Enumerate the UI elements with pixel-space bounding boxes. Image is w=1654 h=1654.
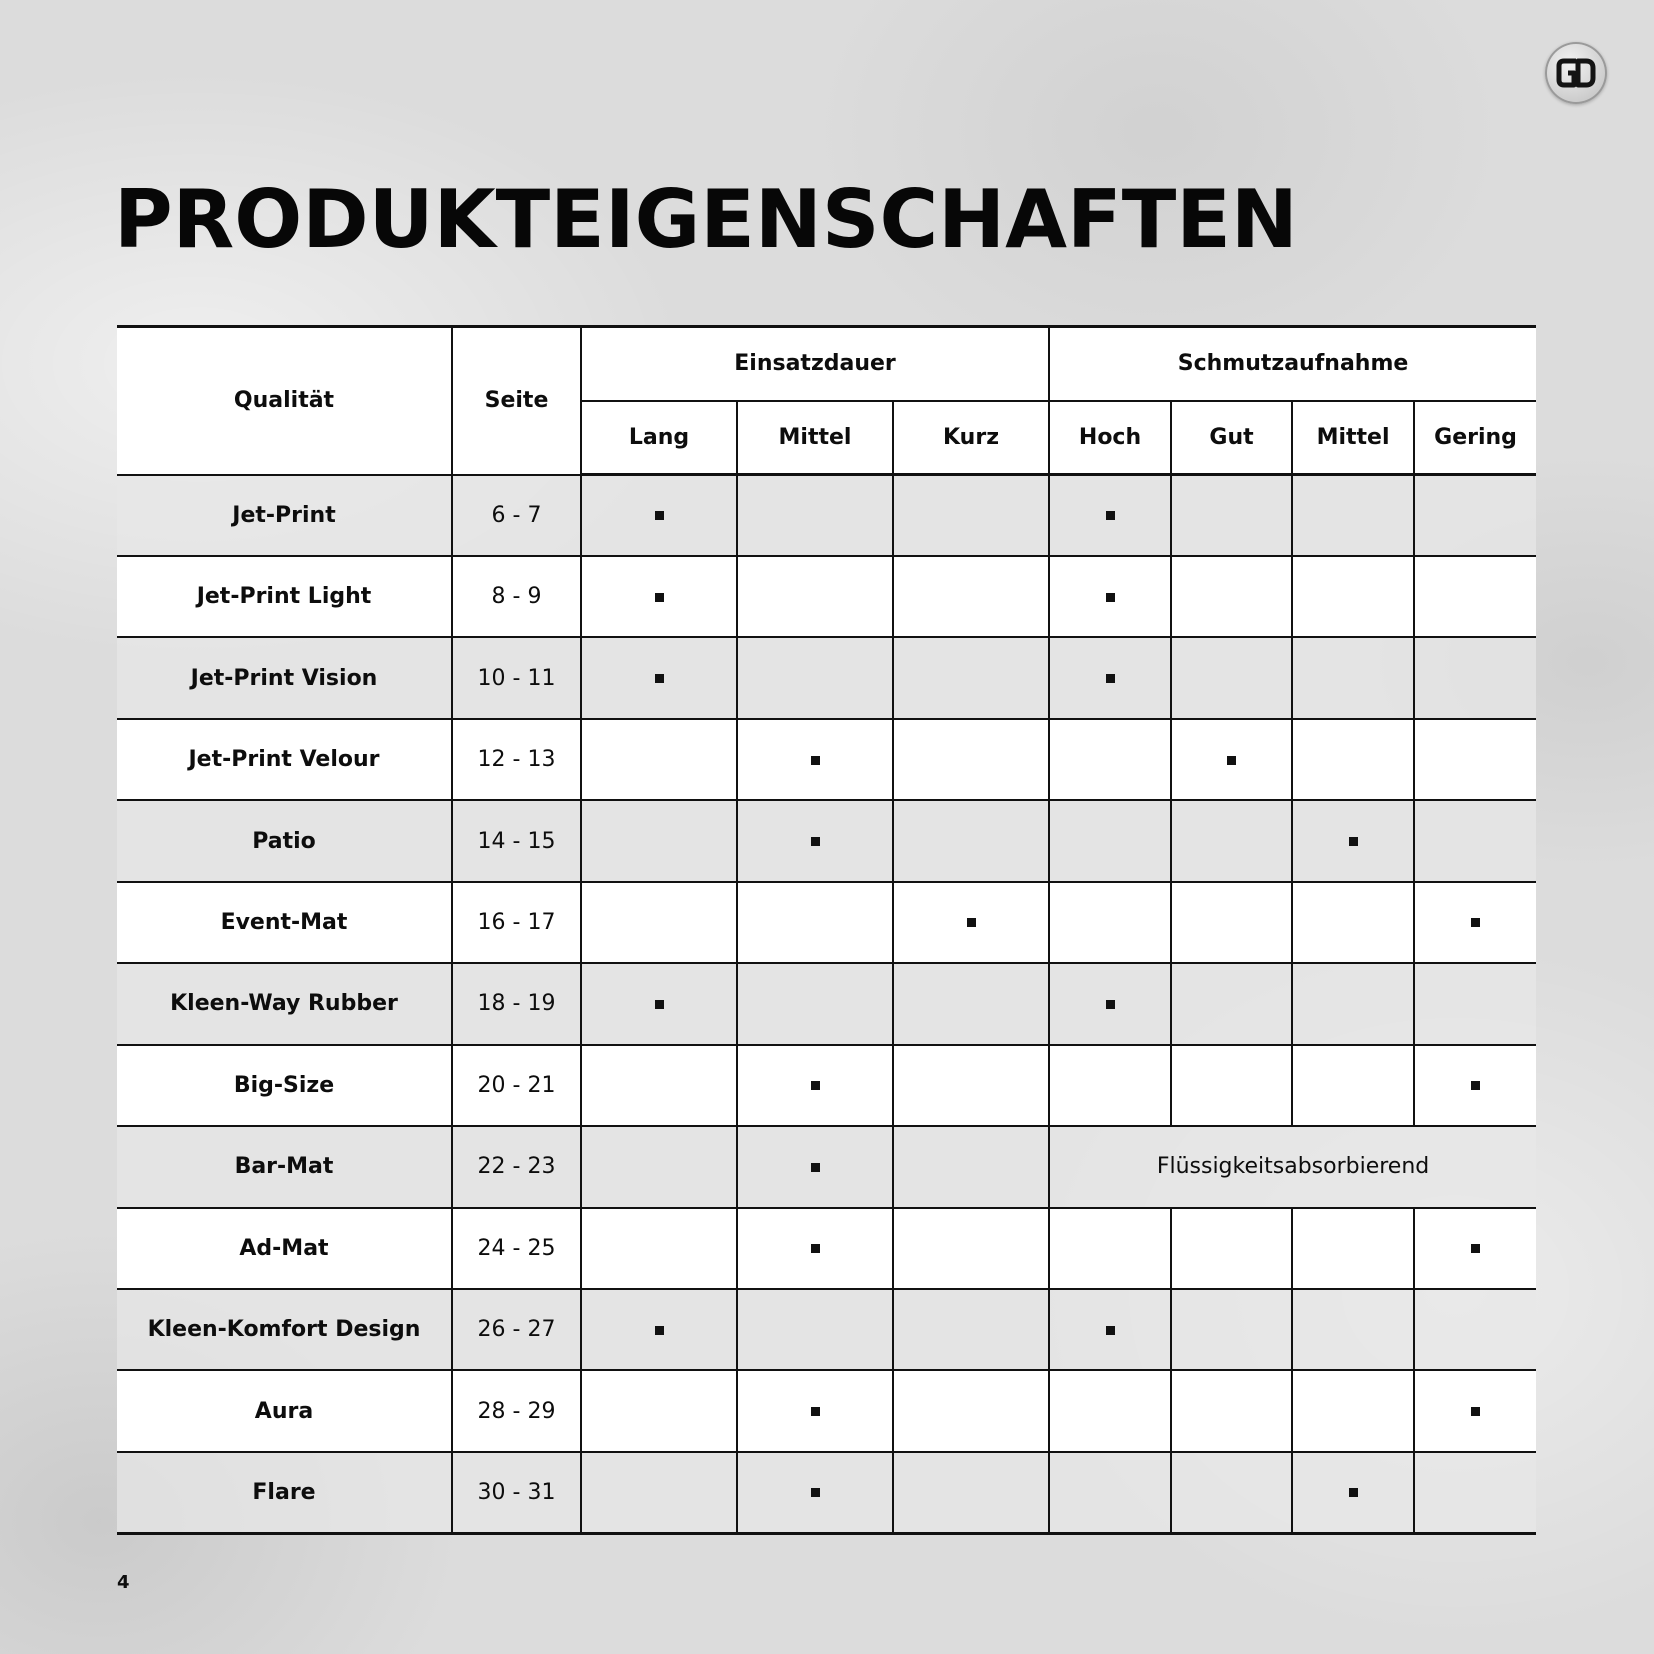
cell-qualitaet: Kleen-Komfort Design [117, 1289, 452, 1370]
table-row [117, 1289, 1536, 1370]
cell-seite: 14 - 15 [452, 800, 581, 881]
gd-logo-glyph [1554, 51, 1598, 95]
header-mittel-schmutz: Mittel [1292, 401, 1414, 475]
cell-einsatzdauer-mittel [737, 1208, 893, 1289]
cell-schmutzaufnahme-gut [1171, 556, 1292, 637]
mark-square-icon [655, 1326, 664, 1335]
cell-einsatzdauer-lang [581, 719, 737, 800]
header-gering: Gering [1414, 401, 1536, 475]
cell-schmutzaufnahme-gut [1171, 475, 1292, 556]
cell-einsatzdauer-mittel [737, 882, 893, 963]
cell-schmutzaufnahme-hoch [1049, 1370, 1171, 1451]
cell-einsatzdauer-kurz [893, 882, 1049, 963]
cell-einsatzdauer-lang [581, 1126, 737, 1207]
cell-schmutzaufnahme-gering [1414, 1452, 1536, 1534]
mark-square-icon [811, 756, 820, 765]
page-title: PRODUKTEIGENSCHAFTEN [114, 173, 1298, 266]
cell-qualitaet: Big-Size [117, 1045, 452, 1126]
cell-einsatzdauer-mittel [737, 1289, 893, 1370]
cell-einsatzdauer-lang [581, 1208, 737, 1289]
mark-square-icon [811, 1244, 820, 1253]
cell-einsatzdauer-mittel [737, 1126, 893, 1207]
cell-seite: 24 - 25 [452, 1208, 581, 1289]
cell-einsatzdauer-lang [581, 475, 737, 556]
cell-einsatzdauer-kurz [893, 1126, 1049, 1207]
table-row [117, 1126, 1536, 1207]
mark-square-icon [967, 918, 976, 927]
cell-einsatzdauer-lang [581, 556, 737, 637]
cell-einsatzdauer-kurz [893, 800, 1049, 881]
mark-square-icon [1471, 1081, 1480, 1090]
cell-qualitaet: Jet-Print Vision [117, 637, 452, 718]
cell-qualitaet: Patio [117, 800, 452, 881]
cell-einsatzdauer-mittel [737, 556, 893, 637]
mark-square-icon [1471, 1244, 1480, 1253]
cell-qualitaet: Event-Mat [117, 882, 452, 963]
cell-seite: 10 - 11 [452, 637, 581, 718]
cell-schmutzaufnahme-mittel [1292, 475, 1414, 556]
cell-einsatzdauer-lang [581, 1289, 737, 1370]
table-row [117, 1370, 1536, 1451]
cell-schmutzaufnahme-hoch [1049, 719, 1171, 800]
cell-schmutzaufnahme-mittel [1292, 719, 1414, 800]
mark-square-icon [1227, 756, 1236, 765]
cell-schmutzaufnahme-mittel [1292, 556, 1414, 637]
cell-seite: 30 - 31 [452, 1452, 581, 1534]
page-number: 4 [117, 1572, 130, 1593]
table-row [117, 475, 1536, 556]
cell-schmutzaufnahme-gering [1414, 1370, 1536, 1451]
cell-schmutzaufnahme-gut [1171, 1370, 1292, 1451]
cell-seite: 12 - 13 [452, 719, 581, 800]
mark-square-icon [1106, 511, 1115, 520]
cell-qualitaet: Flare [117, 1452, 452, 1534]
cell-schmutzaufnahme-mittel [1292, 637, 1414, 718]
cell-schmutzaufnahme-hoch [1049, 556, 1171, 637]
cell-schmutzaufnahme-mittel [1292, 963, 1414, 1044]
mark-square-icon [811, 1488, 820, 1497]
cell-schmutzaufnahme-gering [1414, 556, 1536, 637]
cell-schmutzaufnahme-gut [1171, 1045, 1292, 1126]
cell-einsatzdauer-mittel [737, 637, 893, 718]
cell-schmutzaufnahme-gut [1171, 1452, 1292, 1534]
cell-einsatzdauer-kurz [893, 1370, 1049, 1451]
header-seite: Seite [452, 327, 581, 475]
cell-einsatzdauer-mittel [737, 1370, 893, 1451]
table-row [117, 719, 1536, 800]
gd-logo-icon [1545, 42, 1607, 104]
cell-schmutzaufnahme-gering [1414, 882, 1536, 963]
cell-qualitaet: Bar-Mat [117, 1126, 452, 1207]
product-properties-table [117, 325, 1536, 1535]
mark-square-icon [1349, 837, 1358, 846]
header-mittel-einsatz: Mittel [737, 401, 893, 475]
mark-square-icon [1349, 1488, 1358, 1497]
cell-qualitaet: Jet-Print Velour [117, 719, 452, 800]
table-row [117, 882, 1536, 963]
cell-seite: 16 - 17 [452, 882, 581, 963]
cell-seite: 22 - 23 [452, 1126, 581, 1207]
mark-square-icon [1106, 674, 1115, 683]
mark-square-icon [811, 1407, 820, 1416]
cell-schmutzaufnahme-gut [1171, 882, 1292, 963]
cell-einsatzdauer-kurz [893, 556, 1049, 637]
cell-schmutzaufnahme-gering [1414, 637, 1536, 718]
cell-seite: 26 - 27 [452, 1289, 581, 1370]
cell-einsatzdauer-lang [581, 963, 737, 1044]
cell-schmutzaufnahme-gut [1171, 1289, 1292, 1370]
cell-schmutzaufnahme-mittel [1292, 1045, 1414, 1126]
cell-einsatzdauer-lang [581, 800, 737, 881]
header-qualitaet: Qualität [117, 327, 452, 475]
cell-qualitaet: Jet-Print Light [117, 556, 452, 637]
cell-schmutzaufnahme-gut [1171, 1208, 1292, 1289]
header-einsatzdauer: Einsatzdauer [581, 327, 1049, 401]
cell-schmutzaufnahme-hoch [1049, 1452, 1171, 1534]
cell-seite: 6 - 7 [452, 475, 581, 556]
cell-schmutzaufnahme-mittel [1292, 1289, 1414, 1370]
cell-schmutzaufnahme-hoch [1049, 475, 1171, 556]
cell-schmutzaufnahme-gut [1171, 800, 1292, 881]
table-row [117, 1208, 1536, 1289]
mark-square-icon [811, 1163, 820, 1172]
cell-schmutzaufnahme-gering [1414, 963, 1536, 1044]
cell-schmutzaufnahme-hoch [1049, 637, 1171, 718]
cell-qualitaet: Jet-Print [117, 475, 452, 556]
cell-einsatzdauer-lang [581, 637, 737, 718]
cell-einsatzdauer-mittel [737, 1045, 893, 1126]
mark-square-icon [811, 837, 820, 846]
header-kurz: Kurz [893, 401, 1049, 475]
cell-einsatzdauer-kurz [893, 1289, 1049, 1370]
cell-schmutzaufnahme-gut [1171, 719, 1292, 800]
cell-einsatzdauer-lang [581, 882, 737, 963]
cell-schmutzaufnahme-mittel [1292, 1452, 1414, 1534]
mark-square-icon [1106, 593, 1115, 602]
cell-schmutzaufnahme-gut [1171, 637, 1292, 718]
header-gut: Gut [1171, 401, 1292, 475]
cell-einsatzdauer-mittel [737, 963, 893, 1044]
table-row [117, 1452, 1536, 1534]
cell-qualitaet: Aura [117, 1370, 452, 1451]
cell-schmutzaufnahme-mittel [1292, 800, 1414, 881]
table-row [117, 800, 1536, 881]
table-row [117, 963, 1536, 1044]
cell-einsatzdauer-kurz [893, 1452, 1049, 1534]
header-lang: Lang [581, 401, 737, 475]
cell-einsatzdauer-kurz [893, 719, 1049, 800]
cell-einsatzdauer-lang [581, 1045, 737, 1126]
mark-square-icon [655, 593, 664, 602]
cell-schmutzaufnahme-mittel [1292, 1208, 1414, 1289]
header-schmutzaufnahme: Schmutzaufnahme [1049, 327, 1536, 401]
cell-einsatzdauer-lang [581, 1452, 737, 1534]
cell-schmutzaufnahme-gering [1414, 1045, 1536, 1126]
table-body [117, 475, 1536, 1534]
cell-schmutzaufnahme-hoch [1049, 1045, 1171, 1126]
mark-square-icon [1471, 1407, 1480, 1416]
cell-schmutzaufnahme-hoch [1049, 1289, 1171, 1370]
mark-square-icon [655, 511, 664, 520]
mark-square-icon [655, 1000, 664, 1009]
cell-einsatzdauer-kurz [893, 963, 1049, 1044]
cell-einsatzdauer-kurz [893, 1045, 1049, 1126]
cell-seite: 8 - 9 [452, 556, 581, 637]
cell-einsatzdauer-kurz [893, 475, 1049, 556]
header-hoch: Hoch [1049, 401, 1171, 475]
cell-schmutzaufnahme-gering [1414, 800, 1536, 881]
table-row [117, 556, 1536, 637]
cell-schmutzaufnahme-gering [1414, 1208, 1536, 1289]
cell-schmutzaufnahme-mittel [1292, 1370, 1414, 1451]
mark-square-icon [1471, 918, 1480, 927]
cell-schmutzaufnahme-gut [1171, 963, 1292, 1044]
cell-schmutzaufnahme-note: Flüssigkeitsabsorbierend [1049, 1126, 1536, 1207]
cell-schmutzaufnahme-hoch [1049, 963, 1171, 1044]
cell-schmutzaufnahme-gering [1414, 1289, 1536, 1370]
cell-seite: 28 - 29 [452, 1370, 581, 1451]
cell-schmutzaufnahme-hoch [1049, 800, 1171, 881]
cell-schmutzaufnahme-hoch [1049, 1208, 1171, 1289]
cell-schmutzaufnahme-gering [1414, 475, 1536, 556]
cell-einsatzdauer-kurz [893, 1208, 1049, 1289]
mark-square-icon [811, 1081, 820, 1090]
cell-einsatzdauer-lang [581, 1370, 737, 1451]
cell-seite: 20 - 21 [452, 1045, 581, 1126]
cell-einsatzdauer-mittel [737, 475, 893, 556]
cell-schmutzaufnahme-hoch [1049, 882, 1171, 963]
table-row [117, 1045, 1536, 1126]
cell-einsatzdauer-kurz [893, 637, 1049, 718]
cell-qualitaet: Kleen-Way Rubber [117, 963, 452, 1044]
cell-einsatzdauer-mittel [737, 719, 893, 800]
mark-square-icon [1106, 1326, 1115, 1335]
cell-qualitaet: Ad-Mat [117, 1208, 452, 1289]
cell-seite: 18 - 19 [452, 963, 581, 1044]
mark-square-icon [1106, 1000, 1115, 1009]
cell-schmutzaufnahme-mittel [1292, 882, 1414, 963]
cell-einsatzdauer-mittel [737, 800, 893, 881]
cell-schmutzaufnahme-gering [1414, 719, 1536, 800]
table-row [117, 637, 1536, 718]
cell-einsatzdauer-mittel [737, 1452, 893, 1534]
mark-square-icon [655, 674, 664, 683]
